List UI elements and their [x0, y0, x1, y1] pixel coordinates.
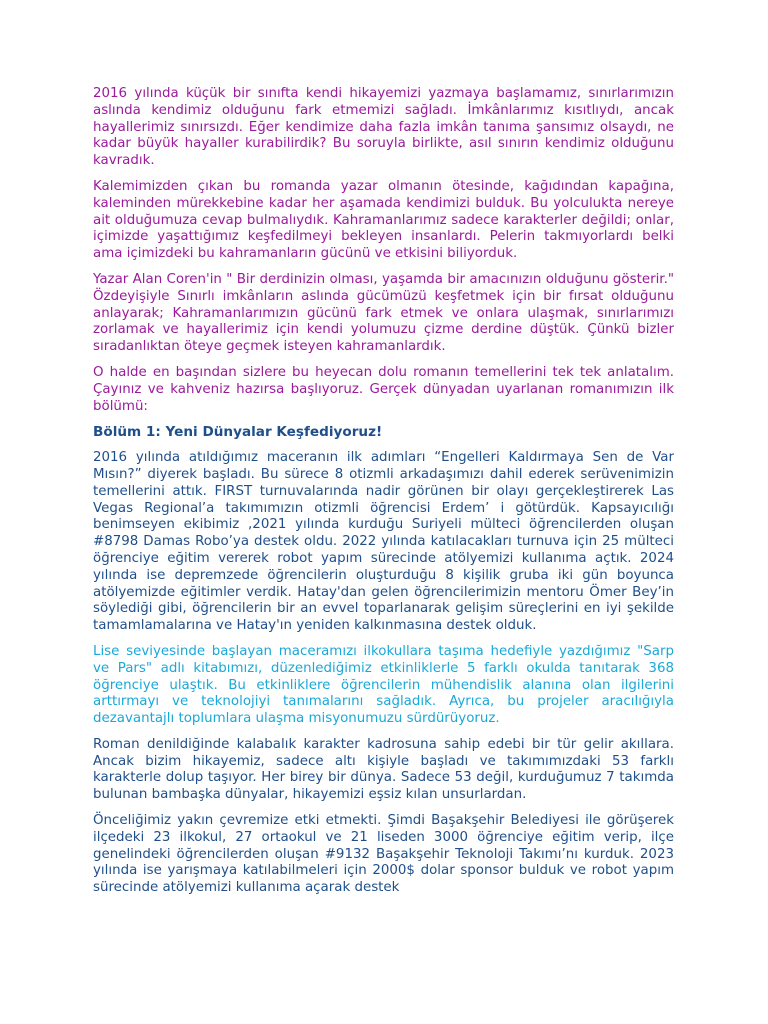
- intro-paragraph-3: Yazar Alan Coren'in " Bir derdinizin olması, yaşamda bir amacınızın olduğunu gösterir." Özdeyişiyle Sınırlı imkânların aslında gücümüzü keşfetmek için bir fırsat olduğunu anlayarak; Kahramanlarımızın gücünü fark etmek ve onlara ulaşmak, sınırlarımızı zorlamak ve hayallerimiz için kendi yolumuzu çizme derdine düştük. Çünkü bizler sıradanlıktan öteye geçmek isteyen kahramanlardık.: [93, 271, 674, 355]
- chapter-heading: Bölüm 1: Yeni Dünyalar Keşfediyoruz!: [93, 424, 383, 441]
- document-page: [93, 86, 674, 906]
- chapter-paragraph-3: Roman denildiğinde kalabalık karakter kadrosuna sahip edebi bir tür gelir akıllara. Ancak bizim hikayemiz, sadece altı kişiyle başladı ve takımımızdaki 53 farklı karakterle dolup taşıyor. Her birey bir dünya. Sadece 53 değil, kurduğumuz 7 takımda bulunan bambaşka dünyalar, hikayemizi eşsiz kılan unsurlardan.: [93, 736, 674, 803]
- intro-paragraph-1: 2016 yılında küçük bir sınıfta kendi hikayemizi yazmaya başlamamız, sınırlarımızın aslında kendimiz olduğunu fark etmemizi sağladı. İmkânlarımız kısıtlıydı, ancak hayallerimiz sınırsızdı. Eğer kendimize daha fazla imkân tanıma şansımız olsaydı, ne kadar büyük hayaller kurabilirdik? Bu soruyla birlikte, asıl sınırın kendimiz olduğunu kavradık.: [93, 86, 674, 169]
- chapter-paragraph-1: 2016 yılında atıldığımız maceranın ilk adımları “Engelleri Kaldırmaya Sen de Var Mısın?” diyerek başladı. Bu sürece 8 otizmli arkadaşımızı dahil ederek serüvenimizin temellerini attık. FIRST turnuvalarında nadir görünen bir olayı gerçekleştirerek Las Vegas Regional’a takımımızın otizmli öğrencisi Erdem’ i götürdük. Kapsayıcılığı benimseyen ekibimiz ,2021 yılında kurduğu Suriyeli mülteci öğrencilerden oluşan #8798 Damas Robo’ya destek oldu. 2022 yılında katılacakları turnuva için 25 mülteci öğrenciye eğitim vererek robot yapım sürecinde atölyemizi kullanıma açtık. 2024 yılında ise depremzede öğrencilerin oluşturduğu 8 kişilik gruba iki gün boyunca atölyemizde eğitimler verdik. Hatay'dan gelen öğrencilerimizin mentoru Ömer Bey’in söylediği gibi, öğrencilerin bir an evvel toparlanarak gelişim süreçlerini en iyi şekilde tamamlamalarına ve Hatay'ın yeniden kalkınmasına destek olduk.: [93, 450, 674, 634]
- chapter-paragraph-2: Lise seviyesinde başlayan maceramızı ilkokullara taşıma hedefiyle yazdığımız "Sarp ve Pars" adlı kitabımızı, düzenlediğimiz etkinliklerle 5 farklı okulda tanıtarak 368 öğrenciye ulaştık. Bu etkinliklere öğrencilerin mühendislik alanına olan ilgilerini arttırmayı ve teknolojiyi tanımalarını sağladık. Ayrıca, bu projeler aracılığıyla dezavantajlı toplumlara ulaşma misyonumuzu sürdürüyoruz.: [93, 643, 674, 727]
- intro-paragraph-4: O halde en başından sizlere bu heyecan dolu romanın temellerini tek tek anlatalım. Çayınız ve kahveniz hazırsa başlıyoruz. Gerçek dünyadan uyarlanan romanımızın ilk bölümü:: [93, 364, 674, 414]
- intro-paragraph-2: Kalemimizden çıkan bu romanda yazar olmanın ötesinde, kağıdından kapağına, kaleminden mürekkebine kadar her aşamada kendimizi bulduk. Bu yolculukta nereye ait olduğumuza cevap bulmalıydık. Kahramanlarımız sadece karakterler değildi; onlar, içimizde yaşattığımız keşfedilmeyi bekleyen insanlardı. Pelerin takmıyorlardı belki ama içimizdeki bu kahramanların gücünü ve etkisini biliyorduk.: [93, 178, 674, 262]
- chapter-paragraph-4: Önceliğimiz yakın çevremize etki etmekti. Şimdi Başakşehir Belediyesi ile görüşerek ilçedeki 23 ilkokul, 27 ortaokul ve 21 liseden 3000 öğrenciye eğitim verip, ilçe genelindeki öğrencilerden oluşan #9132 Başakşehir Teknoloji Takımı’nı kurduk. 2023 yılında ise yarışmaya katılabilmeleri için 2000$ dolar sponsor bulduk ve robot yapım sürecinde atölyemizi kullanıma açarak destek: [93, 813, 674, 896]
